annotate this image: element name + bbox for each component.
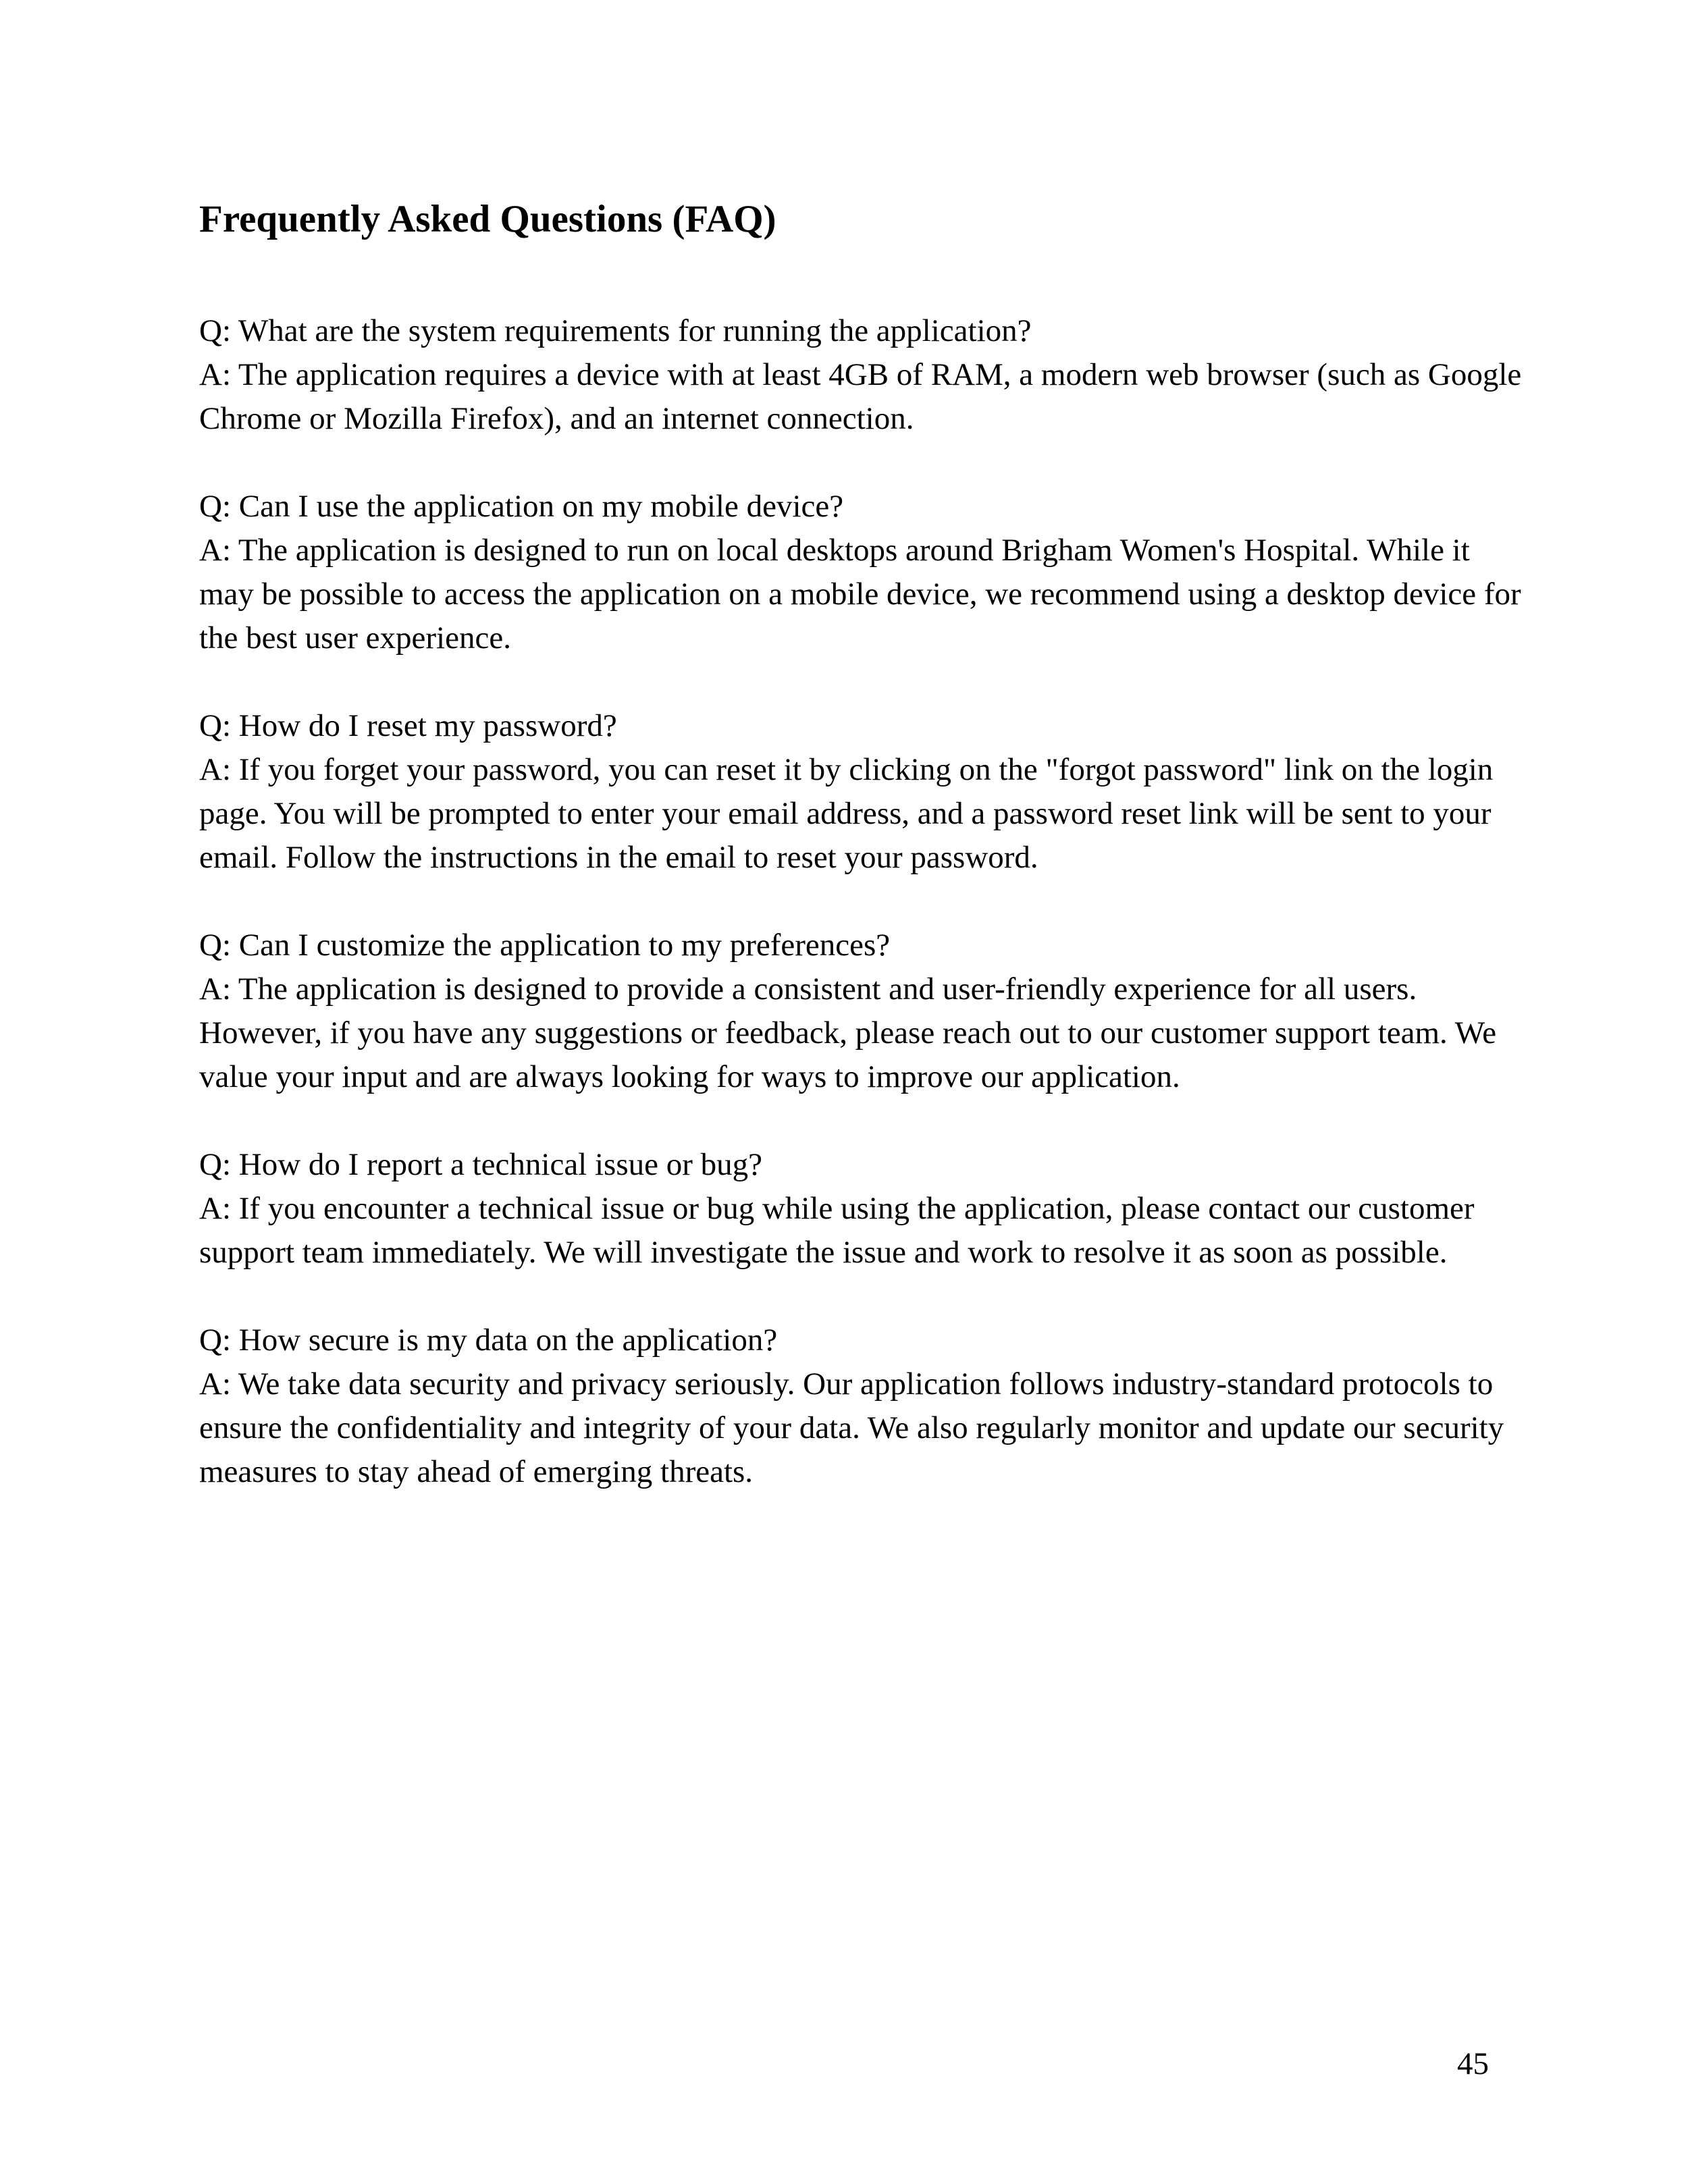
faq-answer: A: The application requires a device with at least 4GB of RAM, a modern web browser (such as Google Chrome or Mozilla Firefox), and an internet connection. [199,357,1522,436]
faq-item [199,924,1523,1099]
faq-item [199,704,1523,880]
faq-answer: A: The application is designed to provide a consistent and user-friendly experience for all users. However, if you have any suggestions or feedback, please reach out to our customer support team. We value your input and are always looking for ways to improve our application. [199,971,1497,1094]
faq-list [199,309,1523,1538]
faq-answer: A: The application is designed to run on local desktops around Brigham Women's Hospital. While it may be possible to access the application on a mobile device, we recommend using a desktop device for the best user experience. [199,533,1521,656]
faq-answer: A: If you forget your password, you can reset it by clicking on the "forgot password" link on the login page. You will be prompted to enter your email address, and a password reset link will be sent to your email. Follow the instructions in the email to reset your password. [199,752,1494,875]
faq-question: Q: Can I use the application on my mobile device? [199,489,844,524]
page-title: Frequently Asked Questions (FAQ) [199,198,776,240]
faq-answer: A: We take data security and privacy seriously. Our application follows industry-standard protocols to ensure the confidentiality and integrity of your data. We also regularly monitor and update our security measures to stay ahead of emerging threats. [199,1366,1504,1489]
faq-question: Q: What are the system requirements for running the application? [199,313,1032,348]
page-number: 45 [1457,2046,1489,2081]
faq-item [199,309,1523,441]
faq-question: Q: How do I reset my password? [199,708,617,743]
faq-item [199,1143,1523,1275]
faq-answer: A: If you encounter a technical issue or bug while using the application, please contact our customer support team immediately. We will investigate the issue and work to resolve it as soon as possible. [199,1191,1475,1270]
faq-item [199,1319,1523,1494]
faq-question: Q: How secure is my data on the application? [199,1323,778,1358]
faq-question: Q: How do I report a technical issue or bug? [199,1147,762,1182]
faq-question: Q: Can I customize the application to my preferences? [199,928,891,963]
faq-item [199,485,1523,660]
